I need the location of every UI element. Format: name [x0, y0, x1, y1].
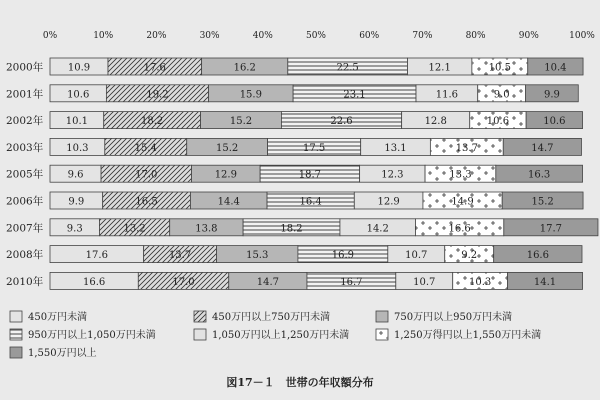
data-label: 12.3 [381, 169, 404, 181]
category-label: 2005年 [6, 168, 44, 181]
category-label: 2006年 [6, 195, 44, 208]
data-label: 9.2 [461, 250, 478, 262]
data-label: 10.7 [413, 276, 436, 288]
data-label: 17.0 [135, 169, 158, 181]
data-label: 13.3 [449, 169, 472, 181]
data-label: 9.3 [66, 223, 83, 235]
data-label: 9.9 [543, 89, 560, 101]
data-label: 23.1 [343, 89, 366, 101]
data-label: 10.6 [486, 116, 510, 128]
legend-swatch [194, 311, 206, 322]
legend-label: 950万円以上1,050万円未満 [28, 330, 156, 341]
category-label: 2010年 [6, 275, 44, 288]
x-tick-label: 100% [569, 31, 595, 41]
legend-swatch [10, 347, 22, 358]
data-label: 10.1 [65, 116, 88, 128]
data-label: 10.6 [543, 116, 566, 128]
category-label: 2000年 [6, 61, 44, 74]
data-label: 16.2 [233, 62, 256, 74]
data-label: 9.0 [493, 89, 510, 101]
x-tick-label: 20% [146, 31, 167, 41]
data-label: 16.6 [526, 250, 549, 262]
legend-label: 450万円以上750万円未満 [212, 312, 331, 323]
data-label: 15.4 [134, 142, 157, 154]
data-label: 17.6 [85, 250, 108, 262]
data-label: 12.9 [377, 196, 400, 208]
x-tick-label: 60% [359, 31, 380, 41]
x-tick-label: 0% [42, 31, 58, 41]
data-label: 18.7 [298, 169, 322, 181]
data-label: 13.7 [455, 142, 478, 154]
data-label: 10.5 [488, 62, 511, 74]
legend-swatch [10, 311, 22, 322]
legend-swatch [194, 329, 206, 340]
legend-label: 1,050万円以上1,250万円未満 [212, 330, 350, 341]
category-label: 2002年 [6, 115, 44, 128]
data-label: 16.5 [135, 196, 158, 208]
data-label: 19.2 [146, 89, 169, 101]
data-label: 12.8 [424, 116, 447, 128]
data-label: 15.3 [246, 250, 269, 262]
legend-swatch [376, 329, 388, 340]
category-label: 2001年 [6, 88, 44, 101]
data-label: 13.2 [123, 223, 146, 235]
category-label: 2003年 [6, 141, 44, 154]
data-label: 15.9 [239, 89, 262, 101]
data-label: 16.6 [83, 276, 106, 288]
data-label: 10.7 [405, 250, 428, 262]
data-label: 13.7 [168, 250, 192, 262]
data-label: 22.6 [330, 116, 353, 128]
data-label: 22.5 [336, 62, 359, 74]
data-label: 10.3 [468, 276, 492, 288]
data-label: 16.3 [528, 169, 551, 181]
x-tick-label: 80% [465, 31, 486, 41]
data-label: 16.4 [299, 196, 322, 208]
figure-caption: 図17－１ 世帯の年収額分布 [226, 376, 374, 389]
data-label: 10.9 [67, 62, 91, 74]
data-label: 13.8 [195, 223, 218, 235]
x-tick-label: 40% [252, 31, 273, 41]
data-label: 17.6 [143, 62, 166, 74]
data-label: 12.1 [428, 62, 451, 74]
legend-label: 450万円未満 [28, 312, 88, 323]
data-label: 17.7 [539, 223, 563, 235]
data-label: 10.3 [66, 142, 89, 154]
data-label: 14.4 [217, 196, 240, 208]
data-label: 14.9 [451, 196, 474, 208]
data-label: 15.2 [216, 142, 239, 154]
data-label: 16.6 [448, 223, 471, 235]
legend-swatch [10, 329, 22, 340]
data-label: 14.7 [256, 276, 279, 288]
data-label: 9.9 [68, 196, 85, 208]
data-label: 14.1 [533, 276, 557, 288]
data-label: 16.7 [340, 276, 363, 288]
data-label: 9.6 [67, 169, 84, 181]
data-label: 18.2 [280, 223, 303, 235]
data-label: 11.6 [435, 89, 459, 101]
x-tick-label: 70% [412, 31, 433, 41]
data-label: 15.2 [229, 116, 253, 128]
data-label: 18.2 [141, 116, 164, 128]
legend [10, 310, 541, 359]
data-label: 17.0 [172, 276, 195, 288]
x-tick-label: 10% [93, 31, 114, 41]
data-label: 10.6 [67, 89, 90, 101]
data-label: 13.1 [384, 142, 407, 154]
data-label: 14.2 [366, 223, 389, 235]
data-label: 16.9 [331, 250, 354, 262]
legend-label: 1,250万得円以上1,550万円未満 [394, 330, 542, 341]
bars [6, 58, 598, 289]
x-axis-ticks [43, 31, 595, 41]
legend-swatch [376, 311, 388, 322]
legend-label: 1,550万円以上 [28, 348, 97, 359]
x-tick-label: 90% [518, 31, 539, 41]
data-label: 17.5 [303, 142, 326, 154]
category-label: 2007年 [6, 222, 44, 235]
x-tick-label: 30% [199, 31, 220, 41]
data-label: 15.2 [531, 196, 554, 208]
category-label: 2008年 [6, 249, 44, 262]
legend-label: 750万円以上950万円未満 [394, 312, 513, 323]
x-tick-label: 50% [305, 31, 327, 41]
data-label: 10.4 [544, 62, 567, 74]
data-label: 12.9 [214, 169, 237, 181]
data-label: 14.7 [531, 142, 554, 154]
